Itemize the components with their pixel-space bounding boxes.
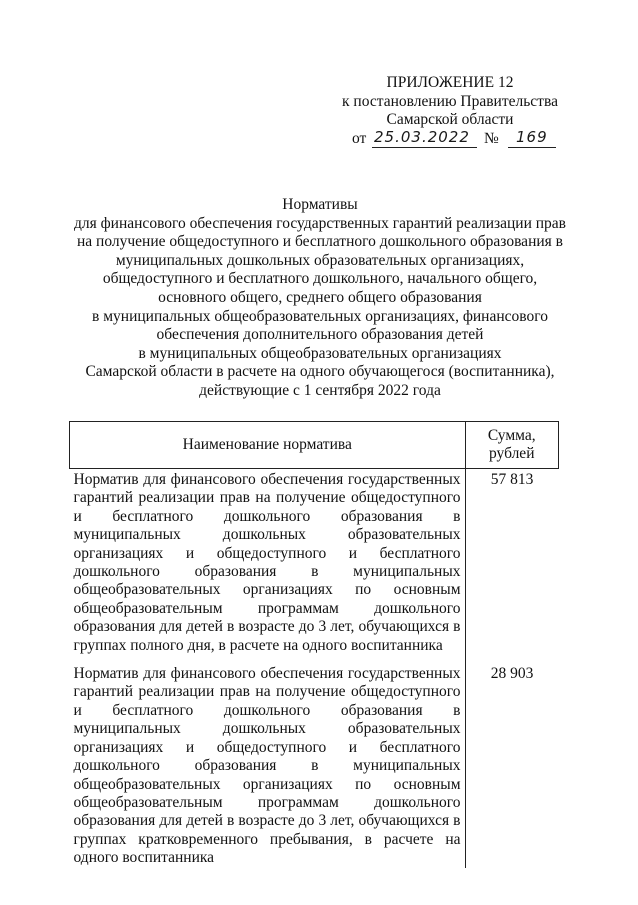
title-line: для финансового обеспечения государственных гарантий реализации прав bbox=[74, 214, 566, 232]
title-line: муниципальных дошкольных образовательных организациях, bbox=[115, 251, 525, 269]
appendix-header bbox=[330, 74, 570, 150]
norm-sum: 28 903 bbox=[490, 665, 534, 683]
title-line: действующие с 1 сентября 2022 года bbox=[199, 381, 441, 399]
appendix-region-line: Самарской области bbox=[386, 111, 514, 128]
title-line: обеспечения дополнительного образования детей bbox=[156, 326, 484, 344]
number-label: № bbox=[484, 129, 499, 147]
title-line: Самарской области в расчете на одного обучающегося (воспитанника), bbox=[85, 363, 555, 381]
norm-sum: 57 813 bbox=[490, 471, 534, 488]
table-row bbox=[70, 469, 559, 656]
norm-description: Норматив для финансового обеспечения государственных гарантий реализации прав на получение общедоступного и бесплатного дошкольного образования в муниципальных дошкольных образовательных организациях и общедоступного и бесплатного дошкольного образования в муниципальных общеобразовательных организациях по основным общеобразовательным программам дошкольного образования для детей в возрасте до 3 лет, обучающихся в группах полного дня, в расчете на одного воспитанника bbox=[70, 469, 466, 656]
norm-description: Норматив для финансового обеспечения государственных гарантий реализации прав на получение общедоступного и бесплатного дошкольного образования в муниципальных дошкольных образовательных организациях и общедоступного и бесплатного дошкольного образования в муниципальных общеобразовательных организациях по основным общеобразовательным программам дошкольного образования для детей в возрасте до 3 лет, обучающихся в группах кратковременного пребывания, в расчете на одного воспитанника bbox=[70, 655, 466, 867]
appendix-date-number-line bbox=[330, 127, 570, 150]
title-line: в муниципальных общеобразовательных организациях, финансового bbox=[92, 307, 548, 325]
table-row bbox=[70, 655, 559, 867]
handwritten-date: 25.03.2022 bbox=[374, 127, 470, 146]
norms-table bbox=[69, 421, 559, 868]
document-title bbox=[60, 196, 580, 401]
appendix-heading: ПРИЛОЖЕНИЕ 12 bbox=[386, 74, 514, 91]
title-line: на получение общедоступного и бесплатного дошкольного образования в bbox=[77, 233, 563, 251]
appendix-resolution-line: к постановлению Правительства bbox=[342, 92, 558, 110]
handwritten-number: 169 bbox=[516, 127, 548, 146]
column-header-sum bbox=[465, 422, 559, 469]
column-header-name: Наименование норматива bbox=[70, 422, 466, 469]
title-line: Нормативы bbox=[282, 196, 358, 213]
from-label: от bbox=[352, 129, 367, 147]
title-line: основного общего, среднего общего образования bbox=[158, 288, 482, 306]
sum-header-line2: рублей bbox=[488, 445, 535, 462]
title-line: в муниципальных общеобразовательных организациях bbox=[138, 344, 502, 362]
title-line: общедоступного и бесплатного дошкольного, начального общего, bbox=[102, 270, 538, 288]
sum-header-line1: Сумма, bbox=[487, 426, 536, 444]
table-header-row bbox=[70, 422, 559, 469]
